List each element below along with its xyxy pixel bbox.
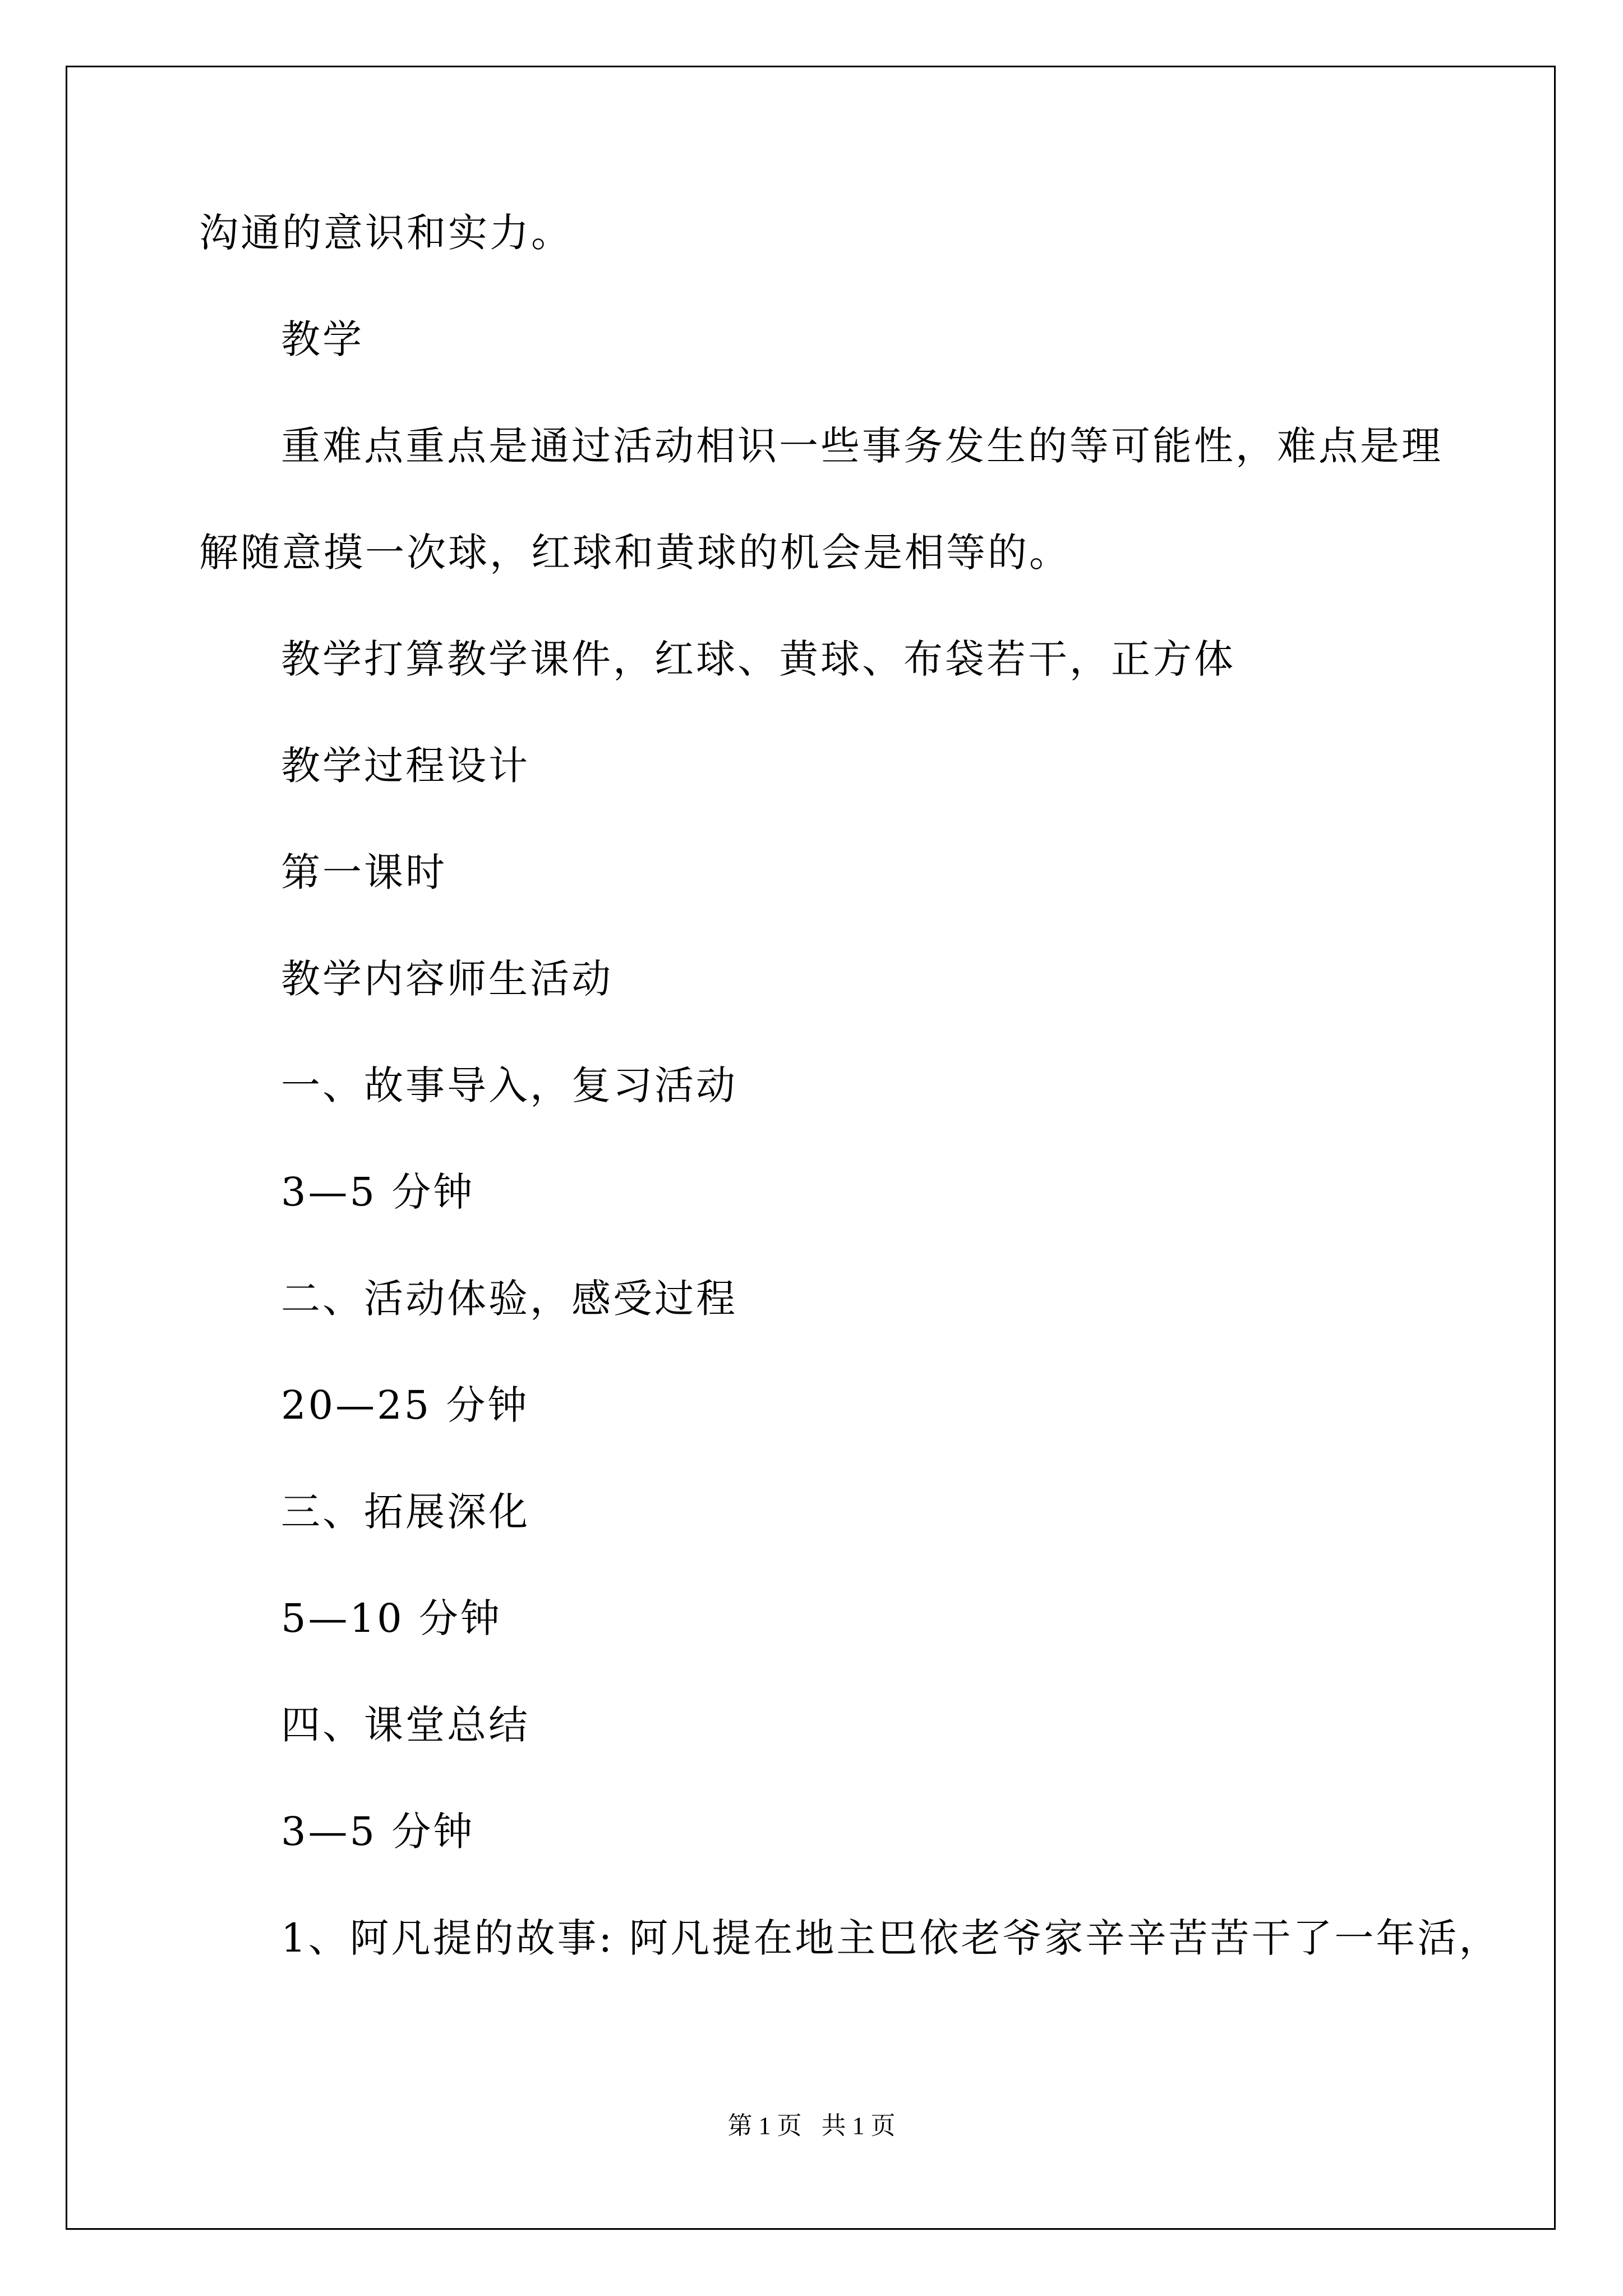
text-line: 解随意摸一次球，红球和黄球的机会是相等的。 — [199, 530, 1071, 576]
page-border — [66, 66, 1556, 2230]
page-footer — [0, 2109, 1623, 2143]
text-line: 重难点重点是通过活动相识一些事务发生的等可能性，难点是理 — [281, 423, 1443, 469]
text-line: 20—25 分钟 — [281, 1382, 529, 1428]
text-line: 教学内容师生活动 — [281, 956, 613, 1002]
text-line: 1、阿凡提的故事: 阿凡提在地主巴依老爷家辛辛苦苦干了一年活， — [281, 1915, 1501, 1961]
text-line: 三、拓展深化 — [281, 1489, 530, 1535]
text-line: 3—5 分钟 — [281, 1809, 475, 1855]
text-line: 3—5 分钟 — [281, 1169, 475, 1215]
text-line: 第一课时 — [281, 849, 447, 895]
text-line: 5—10 分钟 — [281, 1595, 502, 1641]
page-total: 共 1 页 — [821, 2112, 896, 2139]
text-line: 一、故事导入，复习活动 — [281, 1062, 737, 1108]
page-number: 第 1 页 — [727, 2112, 802, 2139]
text-line: 教学打算教学课件，红球、黄球、布袋若干，正方体 — [281, 636, 1235, 682]
text-line: 四、课堂总结 — [281, 1702, 530, 1748]
text-line: 教学过程设计 — [281, 743, 530, 789]
text-line: 沟通的意识和实力。 — [199, 210, 573, 256]
text-line: 教学 — [281, 316, 364, 362]
text-line: 二、活动体验，感受过程 — [281, 1276, 737, 1322]
